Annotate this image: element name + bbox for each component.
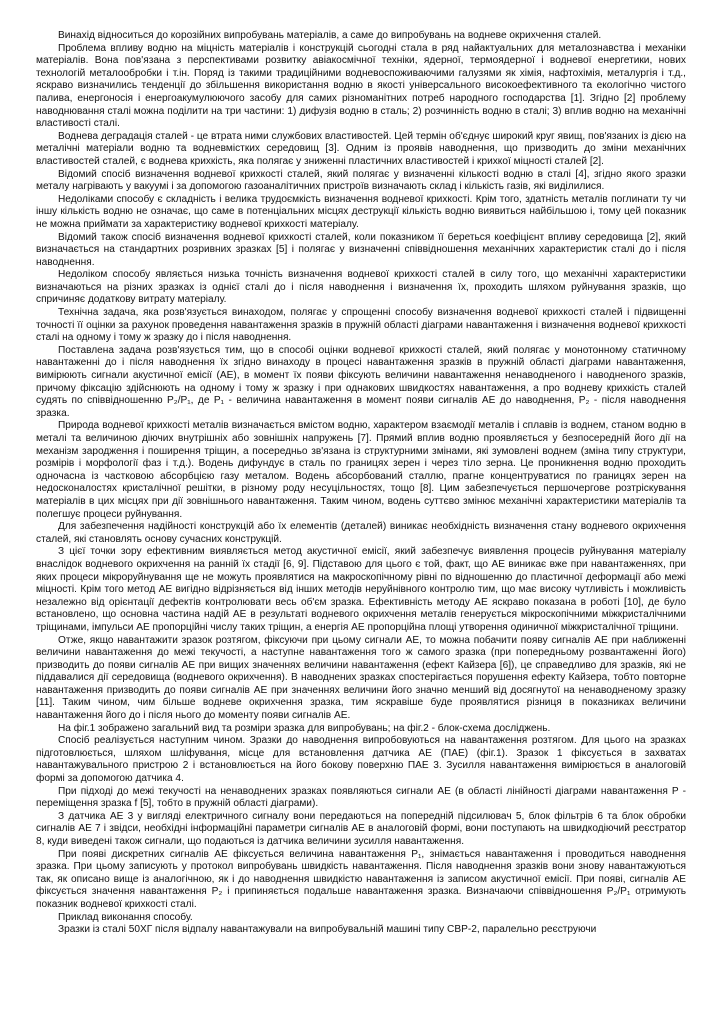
paragraph: Отже, якщо навантажити зразок розтягом, фіксуючи при цьому сигнали АЕ, то можна побачити появу сигналів АЕ при наближенні величини навантаження до межі текучості, а наступне навантаження того ж самого зразка (при попередньому розвантаженні його) призводить до появи сигналів АЕ при вищих значеннях величини навантаження (ефект Кайзера [6]), це справедливо для зразків, які не піддавалися дії середовища (водневого окрихчення). В наводнених зразках спостерігається порушення ефекту Кайзера, тобто повторне навантаження призводить до появи сигналів АЕ при значеннях величини його значно менший від досягнутої на ненаводненому зразку [11]. Таким чином, чим більше водневе окрихчення зразка, тим яскравіше буде проявлятися різниця в показниках величини навантаження його до і після нього до моменту появи сигналів АЕ. <box>36 634 686 722</box>
paragraph: Недоліками способу є складність і велика трудоємкість визначення водневої крихкості. Крім того, здатність металів поглинати ту чи іншу кількість водню не означає, що саме в потенціальних місцях деструкції кількість водню виявиться найбільшою і, тому цей показник не можна приймати за характеристику водневої крихкості матеріалу. <box>36 193 686 230</box>
paragraph: Зразки із сталі 50ХГ після відпалу навантажували на випробувальній машині типу СВР-2, паралельно реєструючи <box>58 924 597 936</box>
paragraph: Технічна задача, яка розв'язується винаходом, полягає у спрощенні способу визначення водневої крихкості сталей і підвищенні точності її оцінки за рахунок проведення навантаження зразків в пружній області діаграми навантаження і визначення водневої крихкості сталі на одному і тому ж зразку до і після наводнення. <box>36 307 686 344</box>
paragraph: Відомий спосіб визначення водневої крихкості сталей, який полягає у визначенні кількості водню в сталі [4], згідно якого зразки металу нагрівають у вакуумі і за допомогою газоаналітичних пристроїв визначають склад і кількість газів, які виділилися. <box>36 168 686 193</box>
paragraph: Спосіб реалізується наступним чином. Зразки до наводнення випробовуються на навантаження розтягом. Для цього на зразках підготовлюється, шляхом шліфування, місце для встановлення датчика АЕ (ПАЕ) (фіг.1). Зразок 1 фіксується в захватах навантажувального пристрою 2 і встановлюється на його бокову поверхню ПАЕ 3. Зусилля навантаження вимірюється в аналоговій формі за допомогою датчика 4. <box>36 735 686 785</box>
paragraph: Недоліком способу являється низька точність визначення водневої крихкості сталей в силу того, що механічні характеристики визначаються на різних зразках із однієї сталі до і після наводнення і визначення їх, проходить шляхом руйнування зразків, що спричиняє додаткову витрату матеріалу. <box>36 269 686 306</box>
paragraph: Відомий також спосіб визначення водневої крихкості сталей, коли показником її береться коефіцієнт впливу середовища [2], який визначається на стандартних розривних зразках [5] і полягає у визначенні співвідношення механічних характеристик сталі до і після наводнення. <box>36 231 686 268</box>
paragraph: Воднева деградація сталей - це втрата ними службових властивостей. Цей термін об'єднує широкий круг явищ, пов'язаних із дією на металічні матеріали водню та водневмістких середовищ [3]. Одним із проявів наводнення, що призводить до зміни механічних властивостей сталей, є воднева крихкість, яка полягає у зниженні пластичних властивостей і крихкої міцності сталей [2]. <box>36 130 686 167</box>
paragraph: Природа водневої крихкості металів визначається вмістом водню, характером взаємодії металів і сплавів із воднем, станом водню в металі та величиною діючих внутрішніх або зовнішніх напружень [7]. Прямий вплив водню проявляється у безпосередній його дії на механізм зародження і поширення тріщин, а посередньо зв'язана із структурними змінами, які зумовлені воднем (зміна типу структури, розмірів і морфології фаз і т.д.). Водень дифундує в сталь по границях зерен і через тіло зерна. Це проникнення водню проходить одночасна із частковою абсорбцією газу металом. Водень абсорбований сталлю, прагне концентруватися по границях зерен на недосконалостях кристалічної решітки, в різному роду несуцільностях, тощо [8]. Цим забезпечується першочергове розтріскування матеріалів в цих місцях при дії зовнішнього навантаження. Таким чином, водень суттєво змінює механічні характеристики матеріалів та полегшує процеси руйнування. <box>36 420 686 520</box>
paragraph: Для забезпечення надійності конструкцій або їх елементів (деталей) виникає необхідність визначення стану водневого окрихчення сталей, які становлять основу сучасних конструкцій. <box>36 521 686 545</box>
paragraph: Винахід відноситься до корозійних випробувань матеріалів, а саме до випробувань на водневе окрихчення сталей. <box>58 30 602 41</box>
paragraph: При підході до межі текучості на ненаводнених зразках появляються сигнали АЕ (в області лінійності діаграми навантаження P - переміщення зразка f [5], тобто в пружній області діаграми). <box>36 785 686 810</box>
paragraph: Проблема впливу водню на міцність матеріалів і конструкцій сьогодні стала в ряд найактуальних для металознавства і механіки матеріалів. Вона пов'язана з перспективами розвитку авіакосмічної техніки, ядерної, термоядерної і водневої енергетики, нових технологій металообробки і т.ін. Поряд із такими традиційними водневоспоживаючими галузями як хімія, нафтохімія, металургія і т.д., яскраво визначились тенденції до збільшення використання водню в якості універсального високоефективного та екологічно чистого палива, енергоносія і енергоакумулюючого засобу для самих різноманітних потреб народного господарства [1]. Згідно [2] проблему наводнювання сталі можна поділити на три частини: 1) дифузія водню в сталь; 2) розчинність водню в сталі; 3) вплив водню на механічні властивості сталі. <box>36 42 686 130</box>
paragraph: Приклад виконання способу. <box>58 911 193 923</box>
paragraph: Поставлена задача розв'язується тим, що в способі оцінки водневої крихкості сталей, який полягає у монотонному статичному навантаженні до і після наводнення їх згідно винаходу в процесі навантаження зразків в пружній області діаграми навантаження, вимірюють сигнали акустичної емісії (АЕ), в момент їх появи фіксують величини навантаження ненаводненого і наводненого зразків, причому фіксацію здійснюють на одному і тому ж зразку і при однакових швидкостях навантаження, а про водневу крихкість сталей судять по співвідношенню P₂/P₁, де P₁ - величина навантаження в момент появи сигналів АЕ до наводнення, P₂ - після наводнення зразка. <box>36 344 686 419</box>
paragraph: З датчика АЕ 3 у вигляді електричного сигналу вони передаються на попередній підсилювач 5, блок фільтрів 6 та блок обробки сигналів АЕ 7 і звідси, необхідні інформаційні параметри сигналів АЕ в аналоговій формі, вони поступають на швидкодіючий реєстратор 8, куди виведені також сигнали, що подаються із датчика величини зусилля навантаження. <box>36 810 686 847</box>
paragraph: З цієї точки зору ефективним виявляється метод акустичної емісії, який забезпечує виявлення процесів руйнування матеріалу внаслідок водневого окрихчення на ранній їх стадії [6, 9]. Підставою для цього є той, факт, що АЕ виникає вже при навантаженнях, при яких процеси мікроруйнування ще не можуть проявлятися на макроскопічному рівні по відношенню до пластичної деформації або межі міцності. Крім того метод АЕ вигідно відрізняється від інших методів неруйнівного контролю тим, що має високу чутливість і можливість незалежно від орієнтації дефектів контролювати весь об'єм зразка. Ефективність методу АЕ яскраво показана в роботі [10], де було встановлено, що основна частина надій АЕ в результаті водневого окрихчення металів генерується мікроскопічними міжкристалічними тріщинами, імпульси АЕ пропорційні числу таких тріщин, а енергія АЕ пропорційна площі утворення одиничної міжкристалічної тріщини. <box>36 546 686 633</box>
paragraph: При появі дискретних сигналів АЕ фіксується величина навантаження P₁, знімається навантаження і проводиться наводнення зразка. При цьому записують у протокол випробувань швидкість навантаження. Після наводнення зразків вони знову навантажуються так, як описано вище із аналогічною, як і до наводнення швидкістю навантаження із записом акустичної емісії. При появі, сигналів АЕ фіксується значення навантаження P₂ і припиняється подальше навантаження зразка. Визначаючи співвідношення P₂/P₁ отримують показник водневої крихкості сталі. <box>36 848 686 910</box>
paragraph: На фіг.1 зображено загальний вид та розміри зразка для випробувань; на фіг.2 - блок-схема досліджень. <box>58 722 551 734</box>
